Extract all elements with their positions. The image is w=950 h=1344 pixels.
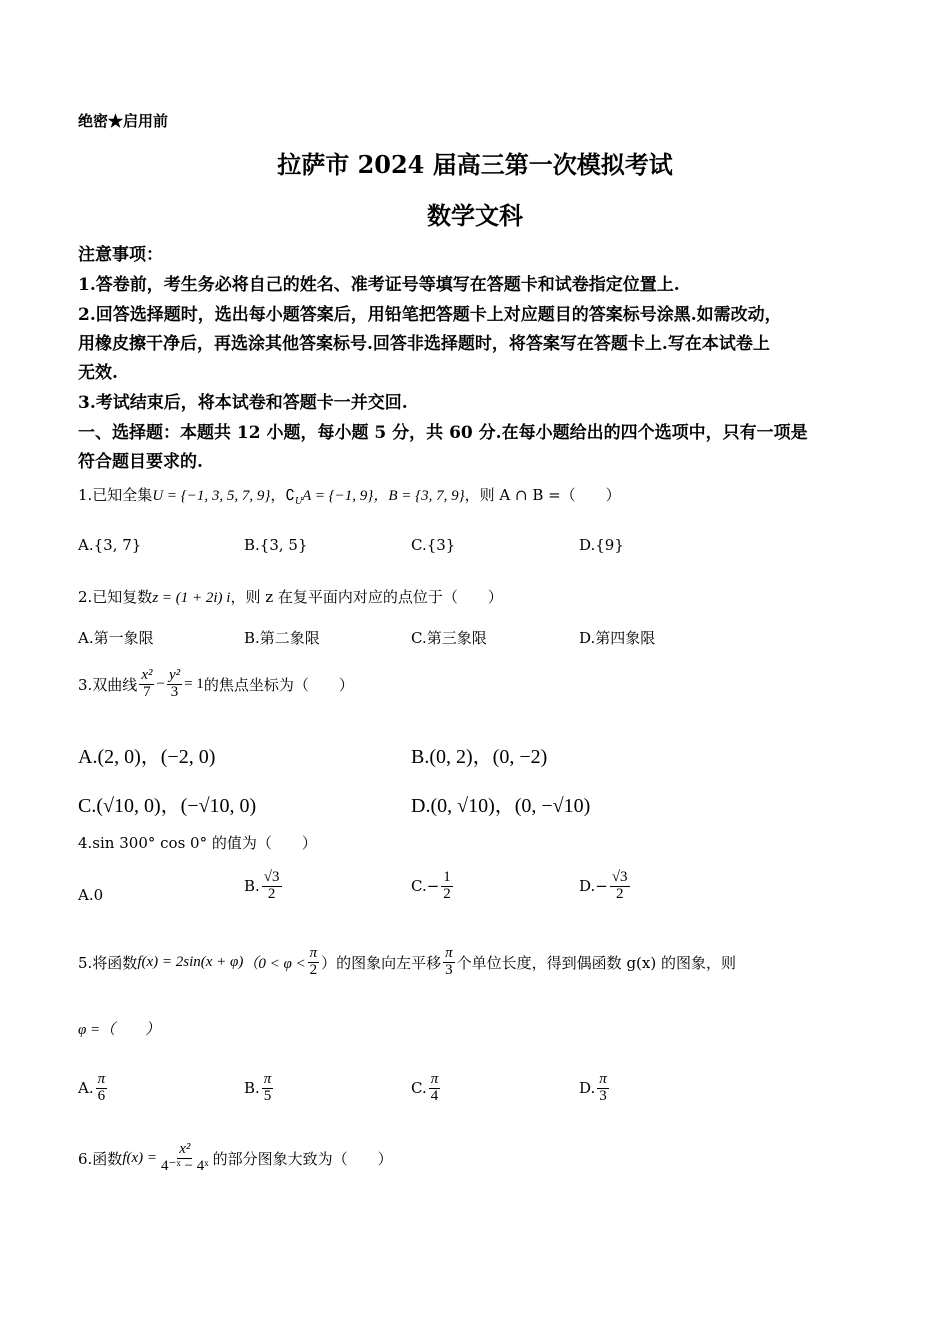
q5-a-numerator: π bbox=[97, 1071, 106, 1087]
q4-d-numerator: √3 bbox=[611, 869, 628, 885]
q5-cond-denominator: 2 bbox=[309, 961, 318, 978]
q5-text-1: 5.将函数 bbox=[78, 953, 138, 972]
q3-text-1: 3.双曲线 bbox=[78, 675, 138, 694]
q1-set-u: U = {−1, 3, 5, 7, 9} bbox=[152, 488, 271, 504]
q2-option-a: A.第一象限 bbox=[78, 629, 154, 647]
q5-option-c-label: C. bbox=[411, 1079, 427, 1098]
q1-option-c: C.{3} bbox=[411, 536, 456, 554]
q1-option-a: A.{3, 7} bbox=[78, 536, 142, 554]
q4-b-denominator: 2 bbox=[267, 885, 276, 902]
q4-c-numerator: 1 bbox=[443, 869, 451, 885]
q6-numerator: x² bbox=[179, 1141, 191, 1157]
exam-title: 拉萨市 2024 届高三第一次模拟考试 bbox=[277, 150, 673, 179]
confidential-mark: 绝密★启用前 bbox=[78, 112, 169, 130]
q2-expression: z = (1 + 2i) i bbox=[152, 590, 231, 606]
exam-subtitle: 数学文科 bbox=[427, 201, 523, 230]
q4-option-b-label: B. bbox=[244, 877, 260, 896]
q5-b-denominator: 5 bbox=[263, 1087, 272, 1104]
q3-option-d-text: D.(0, √10)，(0, −√10) bbox=[411, 795, 591, 817]
q5-a-denominator: 6 bbox=[97, 1087, 106, 1104]
q4-option-c-fraction bbox=[441, 870, 453, 903]
q3-frac1-numerator: x² bbox=[141, 667, 153, 683]
question-5 bbox=[78, 946, 736, 979]
q5-option-b-fraction bbox=[262, 1072, 274, 1105]
q5-option-a-label: A. bbox=[78, 1079, 94, 1098]
q5-option-d-label: D. bbox=[579, 1079, 596, 1098]
q5-option-b bbox=[244, 1072, 275, 1105]
q1-option-b: B.{3, 5} bbox=[244, 536, 308, 554]
question-4: 4.sin 300° cos 0° 的值为（ ） bbox=[78, 834, 317, 852]
q1-option-d: D.{9} bbox=[579, 536, 624, 554]
q5-shift-fraction bbox=[443, 946, 455, 979]
q5-option-c-fraction bbox=[429, 1072, 441, 1105]
q6-denominator: 4⁻ˣ − 4ˣ bbox=[161, 1157, 209, 1174]
q5-option-d bbox=[579, 1072, 611, 1105]
q2-text-2: ，则 z 在复平面内对应的点位于（ ） bbox=[230, 588, 503, 606]
q3-option-a bbox=[78, 740, 215, 769]
question-2 bbox=[78, 586, 503, 607]
q5-option-a bbox=[78, 1072, 109, 1105]
q5-expression: f(x) = 2sin(x + φ) bbox=[137, 953, 244, 970]
q4-b-numerator: √3 bbox=[263, 869, 280, 885]
q4-option-c bbox=[411, 870, 455, 903]
q5-option-b-label: B. bbox=[244, 1079, 260, 1098]
q2-option-d: D.第四象限 bbox=[579, 629, 656, 647]
notice-heading: 注意事项： bbox=[78, 245, 163, 265]
q6-text-1: 6.函数 bbox=[78, 1149, 123, 1168]
q3-text-2: 的焦点坐标为（ ） bbox=[203, 675, 354, 694]
q1-set-b: ，B = {3, 7, 9} bbox=[373, 488, 465, 504]
q1-prefix: 1.已知全集 bbox=[78, 486, 153, 504]
q3-option-b-text: B.(0, 2)，(0, −2) bbox=[411, 746, 548, 768]
q4-option-d-label: D.− bbox=[579, 877, 608, 896]
q1-complement-sub: U bbox=[294, 496, 303, 507]
q2-text-1: 2.已知复数 bbox=[78, 588, 153, 606]
q3-option-c-text: C.(√10, 0)，(−√10, 0) bbox=[78, 795, 257, 817]
q3-equals: = 1 bbox=[184, 675, 204, 692]
q4-c-denominator: 2 bbox=[443, 885, 451, 902]
q3-fraction-1 bbox=[139, 668, 154, 701]
q5-c-denominator: 4 bbox=[430, 1087, 439, 1104]
q3-frac2-denominator: 3 bbox=[170, 683, 179, 700]
notice-line-1: 1.答卷前，考生务必将自己的姓名、准考证号等填写在答题卡和试卷指定位置上. bbox=[78, 275, 680, 295]
q2-option-b: B.第二象限 bbox=[244, 629, 320, 647]
q4-option-c-label: C.− bbox=[411, 877, 440, 896]
q3-fraction-2 bbox=[167, 668, 182, 701]
q4-option-d-fraction bbox=[610, 870, 630, 903]
q5-cond-numerator: π bbox=[309, 945, 318, 961]
q5-c-numerator: π bbox=[430, 1071, 439, 1087]
q5-condition-fraction bbox=[308, 946, 320, 979]
notice-line-2c: 无效. bbox=[78, 363, 118, 383]
q3-option-a-text: A.(2, 0)，(−2, 0) bbox=[78, 746, 216, 768]
q5-text-3: 个单位长度，得到偶函数 g(x) 的图象，则 bbox=[456, 953, 736, 972]
q4-option-b-fraction bbox=[262, 870, 282, 903]
q4-option-b bbox=[244, 870, 284, 903]
notice-line-2a: 2.回答选择题时，选出每小题答案后，用铅笔把答题卡上对应题目的答案标号涂黑.如需改动， bbox=[78, 305, 782, 325]
notice-line-2b: 用橡皮擦干净后，再选涂其他答案标号.回答非选择题时，将答案写在答题卡上.写在本试卷上 bbox=[78, 334, 770, 354]
q6-text-2: 的部分图象大致为（ ） bbox=[212, 1149, 393, 1168]
q5-shift-denominator: 3 bbox=[445, 961, 453, 978]
q5-b-numerator: π bbox=[263, 1071, 272, 1087]
question-6 bbox=[78, 1142, 393, 1175]
section-heading-1a: 一、选择题：本题共 12 小题，每小题 5 分，共 60 分.在每小题给出的四个选项中，只有一项是 bbox=[78, 423, 808, 443]
q5-option-a-fraction bbox=[96, 1072, 108, 1105]
q3-frac1-denominator: 7 bbox=[143, 683, 151, 700]
q4-option-d bbox=[579, 870, 632, 903]
q5-d-denominator: 3 bbox=[599, 1087, 607, 1104]
question-1 bbox=[78, 484, 621, 507]
q3-option-d bbox=[411, 789, 590, 818]
q5-option-d-fraction bbox=[597, 1072, 609, 1105]
q1-complement: ，∁ bbox=[270, 486, 295, 504]
q5-d-numerator: π bbox=[599, 1071, 607, 1087]
q5-shift-numerator: π bbox=[445, 945, 453, 961]
q3-option-b bbox=[411, 740, 547, 769]
q6-fraction bbox=[159, 1142, 211, 1175]
q3-minus: − bbox=[156, 675, 165, 692]
q5-text-2: ）的图象向左平移 bbox=[321, 953, 442, 972]
q4-option-a: A.0 bbox=[78, 886, 104, 904]
q3-option-c bbox=[78, 789, 256, 818]
q4-d-denominator: 2 bbox=[615, 885, 624, 902]
q3-frac2-numerator: y² bbox=[168, 667, 181, 683]
q6-expression: f(x) = bbox=[122, 1149, 157, 1166]
q1-suffix: ，则 A ∩ B =（ ） bbox=[464, 486, 621, 504]
q5-option-c bbox=[411, 1072, 442, 1105]
q1-set-a: A = {−1, 9} bbox=[302, 488, 374, 504]
q2-option-c: C.第三象限 bbox=[411, 629, 487, 647]
question-3 bbox=[78, 668, 354, 701]
q5-line-2: φ =（ ） bbox=[78, 1022, 161, 1038]
section-heading-1b: 符合题目要求的. bbox=[78, 452, 203, 472]
notice-line-3: 3.考试结束后，将本试卷和答题卡一并交回. bbox=[78, 393, 408, 413]
q5-condition: （0 < φ < bbox=[243, 955, 306, 972]
